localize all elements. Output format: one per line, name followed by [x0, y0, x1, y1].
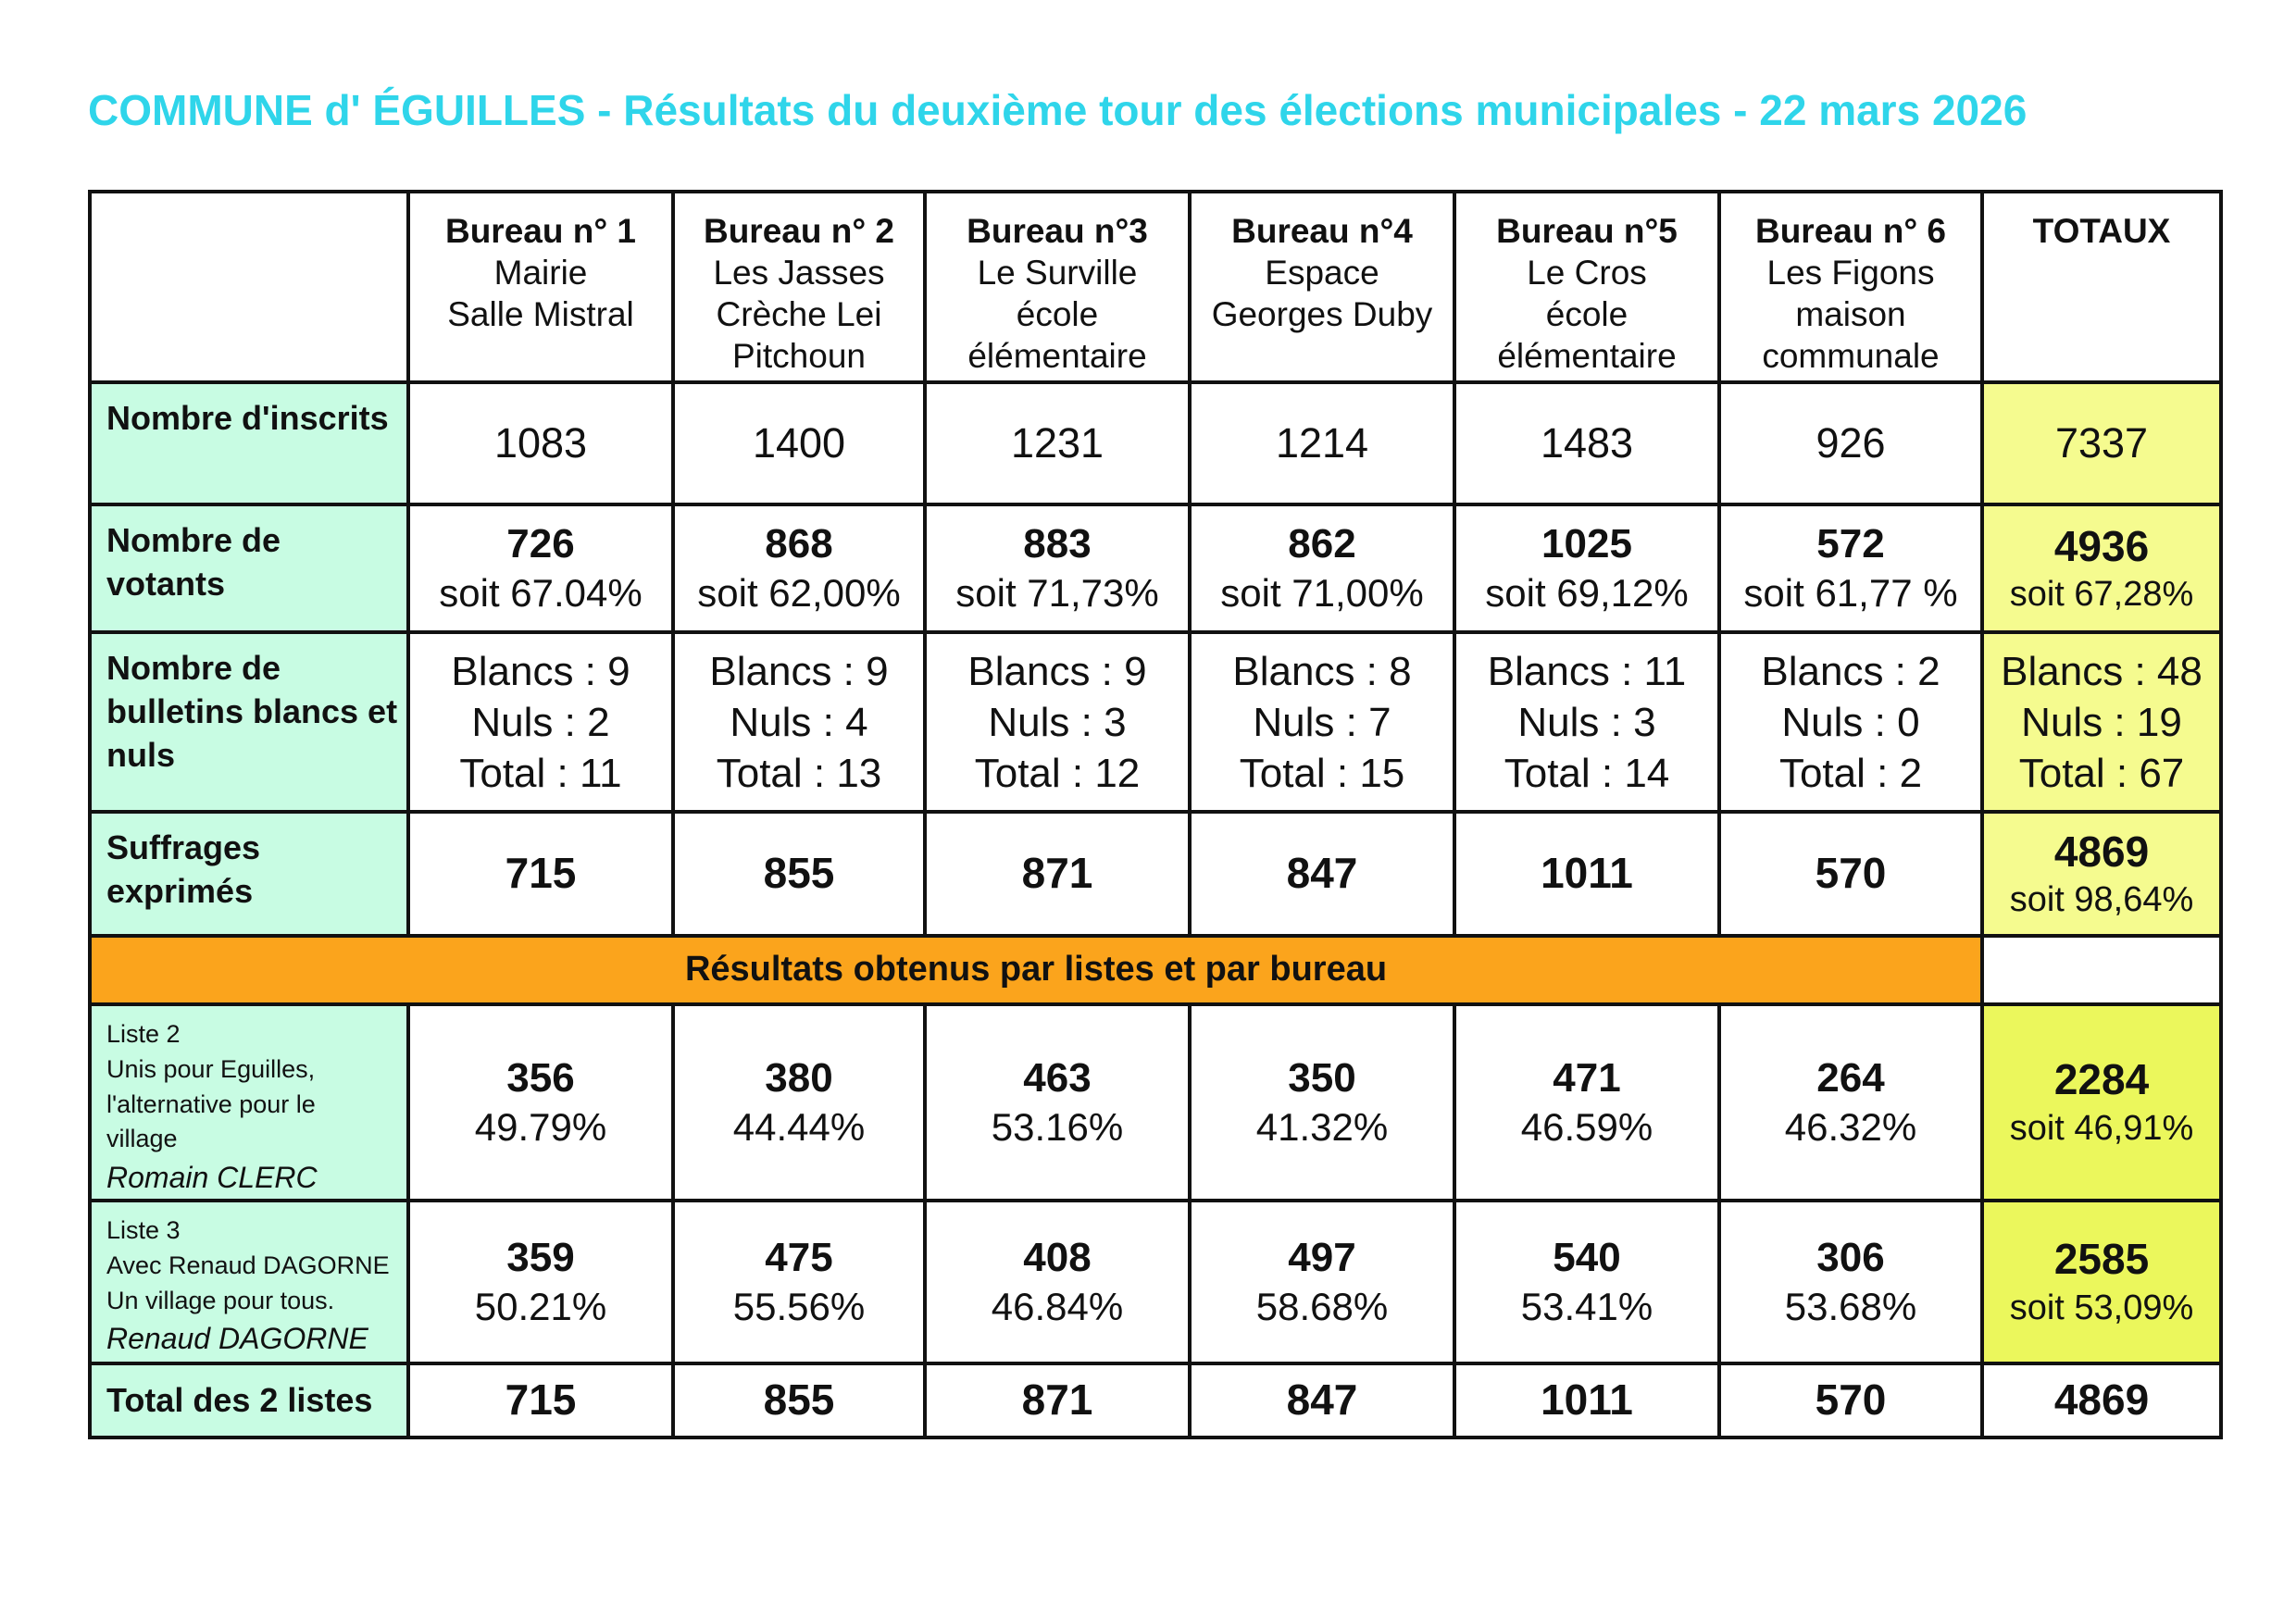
list-total-votes: 2585 — [2053, 1235, 2150, 1284]
list-percent: 41.32% — [1255, 1105, 1389, 1150]
list-result-cell — [925, 1201, 1190, 1363]
list-name: Avec Renaud DAGORNE — [106, 1251, 390, 1279]
total-listes-cell: 855 — [673, 1363, 925, 1438]
nuls-count: Nuls : 4 — [730, 699, 868, 745]
corner-cell — [90, 192, 408, 382]
votants-percent: soit 71,00% — [1220, 571, 1424, 616]
list-label-3 — [90, 1201, 408, 1363]
blancs-nuls-total: Total : 13 — [716, 750, 882, 796]
votants-percent: soit 67.04% — [439, 571, 643, 616]
list-result-cell — [408, 1004, 673, 1201]
total-listes-cell: 847 — [1190, 1363, 1454, 1438]
list-votes: 380 — [765, 1055, 833, 1101]
blancs-nuls-totals — [1982, 632, 2221, 812]
votants-cell — [1454, 504, 1719, 632]
blancs-count: Blancs : 8 — [1232, 648, 1412, 694]
list-total-cell — [1982, 1201, 2221, 1363]
votants-count: 883 — [1023, 521, 1092, 567]
blancs-count: Blancs : 11 — [1487, 648, 1687, 694]
bureau-location: Espace — [1265, 254, 1379, 292]
list-votes: 471 — [1553, 1055, 1621, 1101]
list-number: Liste 3 — [106, 1215, 181, 1244]
row-votants — [90, 504, 2221, 632]
nuls-total: Nuls : 19 — [2021, 699, 2182, 745]
list-total-cell — [1982, 1004, 2221, 1201]
inscrits-cell: 926 — [1719, 382, 1982, 504]
votants-percent: soit 71,73% — [955, 571, 1159, 616]
list-head: Romain CLERC — [106, 1161, 318, 1195]
blancs-count: Blancs : 9 — [967, 648, 1147, 694]
bureau-header-5 — [1454, 192, 1719, 382]
votants-percent: soit 62,00% — [697, 571, 901, 616]
blancs-nuls-cell — [1190, 632, 1454, 812]
row-exprimes — [90, 812, 2221, 936]
list-percent: 46.84% — [991, 1285, 1124, 1329]
exprimes-total-count: 4869 — [2053, 827, 2150, 876]
page-title: COMMUNE d' ÉGUILLES - Résultats du deuxième tour des élections municipales - 22 mars 2026 — [88, 86, 2028, 134]
row-section — [90, 936, 2221, 1004]
list-votes: 540 — [1553, 1235, 1621, 1281]
total-listes-cell: 570 — [1719, 1363, 1982, 1438]
row-label-exprimes: Suffrages exprimés — [90, 812, 408, 936]
list-result-cell — [673, 1201, 925, 1363]
list-percent: 53.68% — [1784, 1285, 1917, 1329]
votants-total-count: 4936 — [2053, 521, 2150, 570]
list-percent: 46.59% — [1520, 1105, 1653, 1150]
list-percent: 53.16% — [991, 1105, 1124, 1150]
blancs-count: Blancs : 9 — [709, 648, 889, 694]
blancs-count: Blancs : 9 — [451, 648, 630, 694]
row-total-listes — [90, 1363, 2221, 1438]
list-votes: 350 — [1288, 1055, 1356, 1101]
section-empty-cell — [1982, 936, 2221, 1004]
row-liste-2 — [90, 1004, 2221, 1201]
list-result-cell — [673, 1004, 925, 1201]
exprimes-cell: 1011 — [1454, 812, 1719, 936]
bureau-number: Bureau n° 2 — [703, 212, 894, 250]
exprimes-cell: 847 — [1190, 812, 1454, 936]
list-votes: 497 — [1288, 1235, 1356, 1281]
list-percent: 49.79% — [474, 1105, 607, 1150]
votants-count: 726 — [506, 521, 575, 567]
bureau-location: Pitchoun — [732, 337, 866, 376]
bureau-header-6 — [1719, 192, 1982, 382]
bureau-number: Bureau n°3 — [967, 212, 1148, 250]
list-result-cell — [1719, 1201, 1982, 1363]
list-name: village — [106, 1125, 178, 1153]
votants-count: 1025 — [1541, 521, 1632, 567]
list-result-cell — [1190, 1201, 1454, 1363]
bureau-header-4 — [1190, 192, 1454, 382]
list-votes: 356 — [506, 1055, 575, 1101]
bureau-location: école — [1016, 295, 1099, 334]
votants-percent: soit 69,12% — [1485, 571, 1689, 616]
bureau-location: maison — [1795, 295, 1906, 334]
votants-percent: soit 61,77 % — [1743, 571, 1958, 616]
list-percent: 50.21% — [474, 1285, 607, 1329]
list-label-2 — [90, 1004, 408, 1201]
inscrits-cell: 1083 — [408, 382, 673, 504]
list-name: l'alternative pour le — [106, 1089, 316, 1118]
bureau-location: Georges Duby — [1211, 295, 1433, 334]
bureau-number: Bureau n° 6 — [1754, 212, 1946, 250]
blancs-nuls-total: Total : 2 — [1778, 750, 1923, 796]
exprimes-cell: 715 — [408, 812, 673, 936]
list-votes: 408 — [1023, 1235, 1092, 1281]
blancs-nuls-total: Total : 15 — [1239, 750, 1405, 796]
list-result-cell — [1190, 1004, 1454, 1201]
bureau-number: Bureau n° 1 — [444, 212, 636, 250]
results-table — [88, 190, 2223, 1439]
blancs-nuls-cell — [673, 632, 925, 812]
total-listes-cell: 871 — [925, 1363, 1190, 1438]
bureau-location: Crèche Lei — [716, 295, 882, 334]
bureau-location: Le Surville — [977, 254, 1138, 292]
blancs-count: Blancs : 2 — [1761, 648, 1940, 694]
list-total-percent: soit 53,09% — [2009, 1288, 2194, 1327]
blancs-nuls-cell — [925, 632, 1190, 812]
total-listes-cell: 715 — [408, 1363, 673, 1438]
bureau-header-3 — [925, 192, 1190, 382]
total-listes-grand-total: 4869 — [1982, 1363, 2221, 1438]
blancs-nuls-grand-total: Total : 67 — [2018, 750, 2185, 796]
nuls-count: Nuls : 0 — [1781, 699, 1920, 745]
list-percent: 44.44% — [732, 1105, 866, 1150]
row-label-total-listes: Total des 2 listes — [90, 1363, 408, 1438]
inscrits-cell: 1214 — [1190, 382, 1454, 504]
bureau-location: élémentaire — [967, 337, 1147, 376]
blancs-nuls-cell — [1454, 632, 1719, 812]
blancs-nuls-total: Total : 12 — [974, 750, 1141, 796]
row-blancs-nuls — [90, 632, 2221, 812]
row-label-blancs-nuls: Nombre de bulletins blancs et nuls — [90, 632, 408, 812]
list-votes: 264 — [1816, 1055, 1885, 1101]
list-votes: 359 — [506, 1235, 575, 1281]
blancs-total: Blancs : 48 — [2001, 648, 2202, 694]
list-result-cell — [925, 1004, 1190, 1201]
list-total-percent: soit 46,91% — [2009, 1108, 2194, 1148]
blancs-nuls-cell — [408, 632, 673, 812]
inscrits-cell: 1231 — [925, 382, 1190, 504]
list-percent: 46.32% — [1784, 1105, 1917, 1150]
nuls-count: Nuls : 2 — [471, 699, 610, 745]
bureau-header-2 — [673, 192, 925, 382]
bureau-location: Mairie — [493, 254, 588, 292]
header-row — [90, 192, 2221, 382]
row-label-inscrits: Nombre d'inscrits — [90, 382, 408, 504]
exprimes-cell: 855 — [673, 812, 925, 936]
list-votes: 306 — [1816, 1235, 1885, 1281]
list-result-cell — [1454, 1004, 1719, 1201]
votants-cell — [673, 504, 925, 632]
row-inscrits — [90, 382, 2221, 504]
votants-cell — [1719, 504, 1982, 632]
nuls-count: Nuls : 7 — [1253, 699, 1391, 745]
nuls-count: Nuls : 3 — [1517, 699, 1656, 745]
list-votes: 463 — [1023, 1055, 1092, 1101]
list-total-votes: 2284 — [2053, 1055, 2150, 1104]
bureau-location: Les Jasses — [713, 254, 885, 292]
bureau-number: Bureau n°5 — [1496, 212, 1678, 250]
blancs-nuls-total: Total : 14 — [1504, 750, 1670, 796]
inscrits-cell: 1400 — [673, 382, 925, 504]
inscrits-cell: 1483 — [1454, 382, 1719, 504]
list-name: Un village pour tous. — [106, 1286, 335, 1314]
exprimes-cell: 570 — [1719, 812, 1982, 936]
bureau-location: école — [1545, 295, 1628, 334]
votants-total — [1982, 504, 2221, 632]
list-result-cell — [408, 1201, 673, 1363]
totals-header: TOTAUX — [1982, 192, 2221, 382]
votants-cell — [408, 504, 673, 632]
bureau-location: Salle Mistral — [447, 295, 634, 334]
list-result-cell — [1719, 1004, 1982, 1201]
section-title: Résultats obtenus par listes et par bureau — [90, 936, 1982, 1004]
bureau-header-1 — [408, 192, 673, 382]
votants-count: 862 — [1288, 521, 1356, 567]
inscrits-total: 7337 — [1982, 382, 2221, 504]
total-listes-cell: 1011 — [1454, 1363, 1719, 1438]
bureau-location: élémentaire — [1497, 337, 1677, 376]
list-percent: 53.41% — [1520, 1285, 1653, 1329]
list-result-cell — [1454, 1201, 1719, 1363]
row-label-votants: Nombre de votants — [90, 504, 408, 632]
exprimes-cell: 871 — [925, 812, 1190, 936]
votants-total-percent: soit 67,28% — [2009, 575, 2194, 614]
list-number: Liste 2 — [106, 1020, 181, 1048]
bureau-location: Le Cros — [1527, 254, 1647, 292]
votants-count: 868 — [765, 521, 833, 567]
bureau-location: Les Figons — [1766, 254, 1935, 292]
votants-count: 572 — [1816, 521, 1885, 567]
blancs-nuls-cell — [1719, 632, 1982, 812]
list-name: Unis pour Eguilles, — [106, 1054, 316, 1083]
row-liste-3 — [90, 1201, 2221, 1363]
list-percent: 55.56% — [732, 1285, 866, 1329]
votants-cell — [925, 504, 1190, 632]
list-votes: 475 — [765, 1235, 833, 1281]
nuls-count: Nuls : 3 — [988, 699, 1127, 745]
votants-cell — [1190, 504, 1454, 632]
bureau-number: Bureau n°4 — [1231, 212, 1413, 250]
bureau-location: communale — [1762, 337, 1940, 376]
list-percent: 58.68% — [1255, 1285, 1389, 1329]
exprimes-total — [1982, 812, 2221, 936]
list-head: Renaud DAGORNE — [106, 1322, 368, 1356]
exprimes-total-percent: soit 98,64% — [2009, 880, 2194, 919]
blancs-nuls-total: Total : 11 — [459, 750, 622, 796]
